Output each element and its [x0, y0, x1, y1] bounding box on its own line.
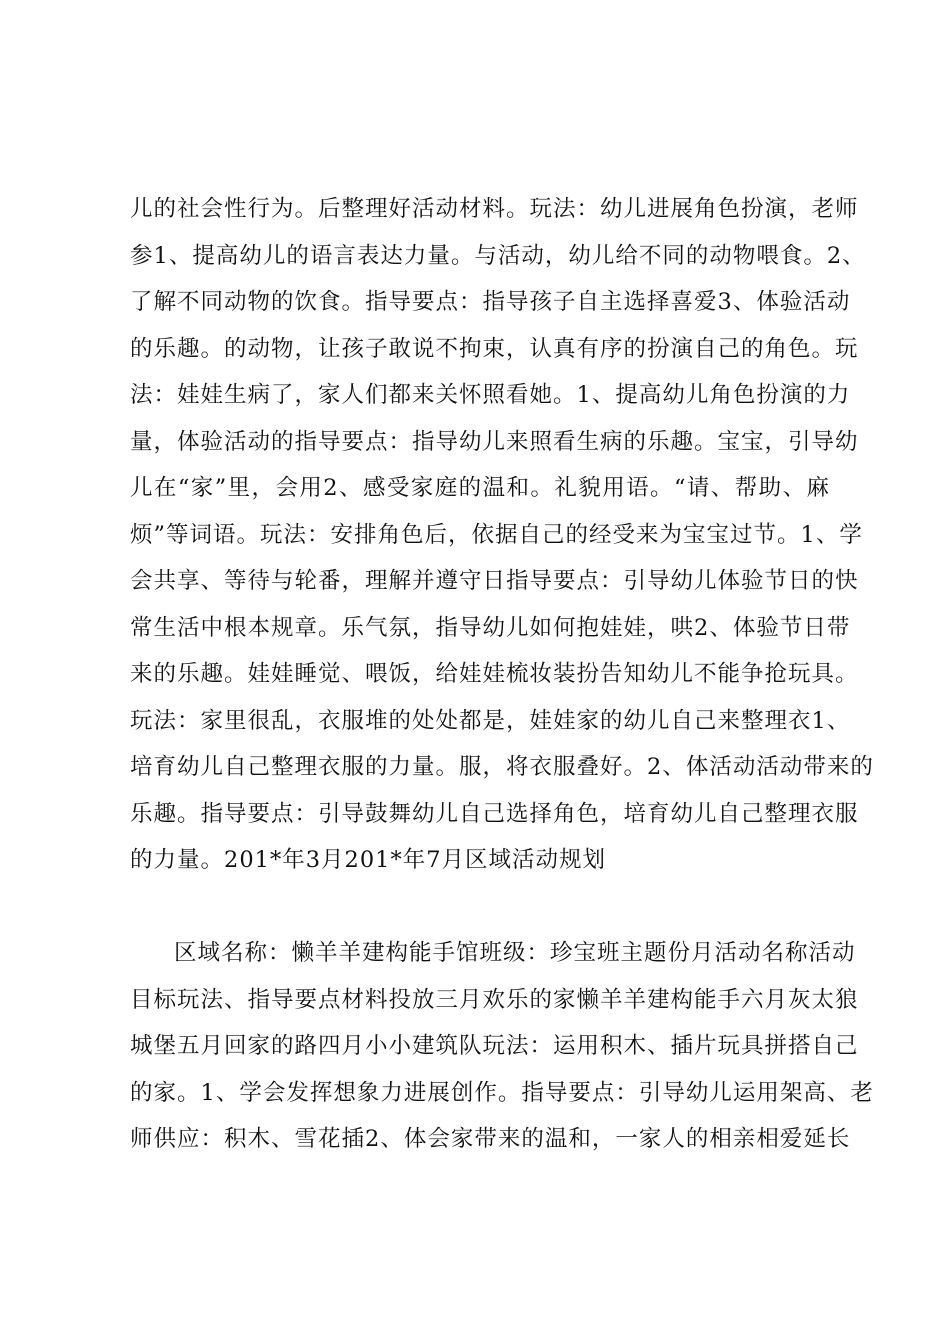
text-line: 儿的社会性行为。后整理好活动材料。玩法：幼儿进展角色扮演，老师: [130, 196, 859, 222]
text-line: 常生活中根本规章。乐气氛，指导幼儿如何抱娃娃，哄2、体验节日带: [130, 614, 851, 641]
paragraph-1: [130, 186, 874, 884]
text-line: 法：娃娃生病了，家人们都来关怀照看她。1、提高幼儿角色扮演的力: [130, 382, 851, 408]
text-line: 培育幼儿自己整理衣服的力量。服，将衣服叠好。2、体活动活动带来的: [130, 754, 874, 780]
text-line: 的家。1、学会发挥想象力进展创作。指导要点：引导幼儿运用架高、老: [130, 1079, 874, 1106]
text-line: 的力量。201*年3月201*年7月区域活动规划: [130, 847, 607, 873]
text-line: 儿在“家”里，会用2、感受家庭的温和。礼貌用语。“请、帮助、麻: [130, 475, 830, 501]
text-line: 烦”等词语。玩法：安排角色后，依据自己的经受来为宝宝过节。1、学: [130, 521, 863, 548]
text-line: 城堡五月回家的路四月小小建筑队玩法：运用积木、插片玩具拼搭自己: [130, 1033, 859, 1059]
text-line: 玩法：家里很乱，衣服堆的处处都是，娃娃家的幼儿自己来整理衣1、: [130, 707, 851, 734]
text-line: 参1、提高幼儿的语言表达力量。与活动，幼儿给不同的动物喂食。2、: [130, 242, 866, 269]
text-line: 会共享、等待与轮番，理解并遵守日指导要点：引导幼儿体验节日的快: [130, 568, 859, 594]
text-line: 的乐趣。的动物，让孩子敢说不拘束，认真有序的扮演自己的角色。玩: [130, 335, 859, 362]
text-line: 了解不同动物的饮食。指导要点：指导孩子自主选择喜爱3、体验活动: [130, 289, 851, 315]
text-line: 乐趣。指导要点：引导鼓舞幼儿自己选择角色，培育幼儿自己整理衣服: [130, 800, 859, 827]
text-line: 量，体验活动的指导要点：指导幼儿来照看生病的乐趣。宝宝，引导幼: [130, 428, 859, 455]
text-line: 来的乐趣。娃娃睡觉、喂饭，给娃娃梳妆装扮告知幼儿不能争抢玩具。: [130, 661, 859, 687]
paragraph-2: [130, 930, 874, 1163]
text-line: 区域名称：懒羊羊建构能手馆班级：珍宝班主题份月活动名称活动: [174, 940, 856, 966]
text-line: 目标玩法、指导要点材料投放三月欢乐的家懒羊羊建构能手六月灰太狼: [130, 986, 859, 1013]
text-line: 师供应：积木、雪花插2、体会家带来的温和，一家人的相亲相爱延长: [130, 1126, 851, 1152]
